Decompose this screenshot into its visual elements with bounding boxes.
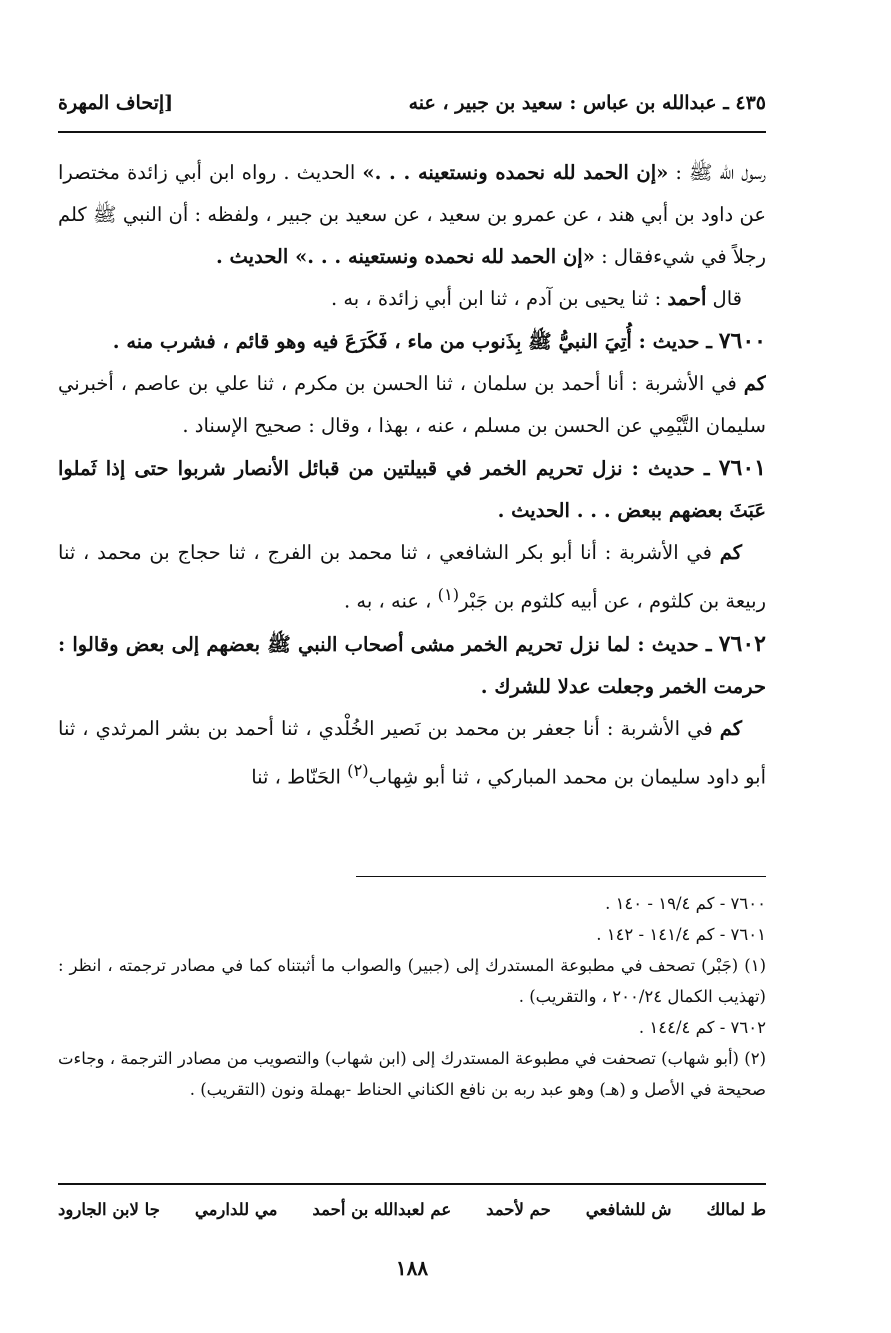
running-header xyxy=(58,92,766,126)
narrator-name: أحمد xyxy=(667,287,707,310)
paragraph xyxy=(58,278,766,320)
page xyxy=(58,0,766,1333)
text-run: في الأشربة : أنا أبو بكر الشافعي ، ثنا محمد بن الفرج ، ثنا حجاج بن محمد ، ثنا ربيعة بن كلثوم ، عن أبيه كلثوم بن جَبْر xyxy=(58,541,766,613)
header-chapter-title: ٤٣٥ ـ عبدالله بن عباس : سعيد بن جبير ، عنه xyxy=(408,92,766,114)
footnote: ٧٦٠٢ - كم ١٤٤/٤ . xyxy=(638,1018,766,1037)
footnote: (١) (جَبْر) تصحف في مطبوعة المستدرك إلى (جبير) والصواب ما أثبتناه كما في مصادر ترجمته ، انظر : (تهذيب الكمال ٢٠٠/٢٤ ، والتقريب) . xyxy=(58,956,766,1006)
abbreviation-item: ش للشافعي xyxy=(585,1200,672,1219)
hadith-entry-7601 xyxy=(58,447,766,532)
text-run: الحَنّاط ، ثنا xyxy=(251,765,348,788)
footer-rule xyxy=(58,1183,766,1185)
text-run: في الأشربة : أنا أحمد بن سلمان ، ثنا الحسن بن مكرم ، ثنا علي بن عاصم ، أخبرني سليمان التَّيْمِي عن الحسن بن مسلم ، عنه ، بهذا ، وقال : صحيح الإسناد . xyxy=(58,372,766,437)
header-rule xyxy=(58,131,766,133)
paragraph xyxy=(58,532,766,623)
text-run: رسول الله ﷺ : xyxy=(668,161,766,184)
footnote: (٢) (أبو شهاب) تصحفت في مطبوعة المستدرك إلى (ابن شهاب) والتصويب من مصادر الترجمة ، وجاءت صحيحة في الأصل و (هـ) وهو عبد ربه بن نافع الكناني الحناط -بهملة ونون (التقريب) . xyxy=(58,1049,766,1099)
paragraph xyxy=(58,363,766,447)
footnote: ٧٦٠٠ - كم ١٩/٤ - ١٤٠ . xyxy=(605,894,766,913)
hadith-number: ٧٦٠١ xyxy=(718,455,766,481)
footnote-ref: (٢) xyxy=(347,760,369,780)
footnote: ٧٦٠١ - كم ١٤١/٤ - ١٤٢ . xyxy=(596,925,766,944)
text-run: : ثنا يحيى بن آدم ، ثنا ابن أبي زائدة ، به . xyxy=(330,287,668,310)
main-text xyxy=(58,152,766,872)
abbreviation-item: عم لعبدالله بن أحمد xyxy=(312,1200,452,1219)
source-abbr: كم xyxy=(719,716,742,740)
hadith-quote: «إن الحمد لله نحمده ونستعينه . . .» xyxy=(362,161,669,184)
hadith-entry-7602 xyxy=(58,623,766,708)
text-run: الحديث . رواه ابن أبي زائدة مختصرا عن داود بن أبي هند ، عن عمرو بن سعيد ، عن سعيد بن جبير ، ولفظه : أن النبي ﷺ كلم رجلاً في شيءفقال : xyxy=(58,161,766,268)
abbreviation-item: ط لمالك xyxy=(706,1200,766,1219)
text-run: في الأشربة : أنا جعفر بن محمد بن نَصير الخُلْدي ، ثنا أحمد بن بشر المرثدي ، ثنا أبو داود سليمان بن محمد المباركي ، ثنا أبو شِهاب xyxy=(58,716,766,788)
hadith-quote: «إن الحمد لله نحمده ونستعينه . . .» الحديث . xyxy=(215,245,595,268)
page-number: ١٨٨ xyxy=(395,1256,429,1280)
footnote-rule xyxy=(356,876,766,877)
text-run: قال xyxy=(706,287,742,310)
hadith-entry-7600 xyxy=(58,320,766,363)
hadith-text: ـ حديث : نزل تحريم الخمر في قبيلتين من قبائل الأنصار شربوا حتى إذا ثَملوا عَبَثَ بعضهم ببعض . . . الحديث . xyxy=(58,457,766,522)
source-abbr: كم xyxy=(719,541,742,564)
hadith-number: ٧٦٠٢ xyxy=(718,630,766,657)
footnotes xyxy=(58,888,766,1105)
hadith-number: ٧٦٠٠ xyxy=(718,328,766,354)
abbreviation-item: مي للدارمي xyxy=(194,1200,278,1219)
paragraph xyxy=(58,152,766,278)
hadith-text: ـ حديث : أُتِيَ النبيُّ ﷺ بِذَنوب من ماء ، فَكَرَعَ فيه وهو قائم ، فشرب منه . xyxy=(112,330,719,353)
abbreviations-key xyxy=(58,1200,766,1219)
footnote-ref: (١) xyxy=(437,585,460,604)
source-abbr: كم xyxy=(743,372,766,395)
paragraph xyxy=(58,708,766,799)
abbreviation-item: جا لابن الجارود xyxy=(58,1200,160,1219)
header-book-title: [إتحاف المهرة xyxy=(58,92,174,114)
hadith-text: ـ حديث : لما نزل تحريم الخمر مشى أصحاب النبي ﷺ بعضهم إلى بعض وقالوا : حرمت الخمر وجعلت عدلا للشرك . xyxy=(58,632,766,698)
text-run: ، عنه ، به . xyxy=(344,589,438,613)
abbreviation-item: حم لأحمد xyxy=(486,1200,551,1219)
